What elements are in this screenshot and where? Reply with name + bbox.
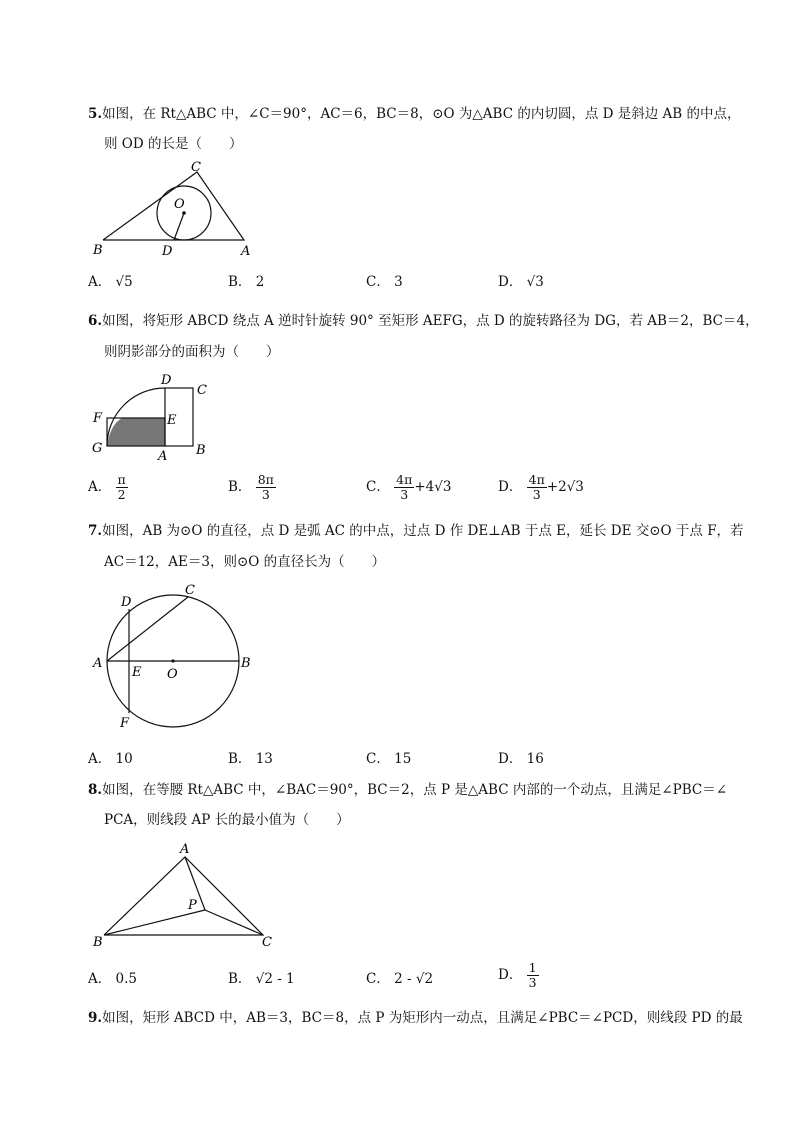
q8-label-c: C [262,935,272,950]
q7-option-a-key: A． [88,751,112,767]
q8-option-c[interactable] [366,967,433,987]
q8-option-d-fraction [527,961,539,990]
q5-text-line1: 如图，在 Rt△ABC 中，∠C＝90°，AC＝6，BC＝8，⊙O 为△ABC 的内切圆，点 D 是斜边 AB 的中点， [102,106,741,122]
q6-option-c-tail: +4√3 [414,479,452,495]
q7-label-e: E [132,665,142,680]
q7-option-b-text: 13 [255,751,273,767]
q8-option-b-key: B． [228,971,252,987]
q5-text-line2: 则 OD 的长是（ ） [104,136,243,152]
q5-option-c-key: C． [366,274,390,290]
q5-label-c: C [191,160,201,175]
q8-label-p: P [188,898,197,913]
q8-option-a[interactable] [88,967,137,987]
q7-label-c: C [185,583,195,598]
q9-stem-line1 [88,1006,743,1026]
q8-label-a: A [180,842,190,857]
q5-option-d-key: D． [498,274,523,290]
q8-label-b: B [93,935,103,950]
q7-option-c-text: 15 [394,751,412,767]
q8-option-c-text: 2 - √2 [394,971,434,987]
q6-label-c: C [197,383,207,398]
q6-label-b: B [196,443,206,458]
q8-option-c-key: C． [366,971,390,987]
q8-option-d-numerator: 1 [528,960,537,975]
q6-option-d-denominator: 3 [532,487,541,502]
q5-option-b-text: 2 [255,274,265,290]
q5-label-d: D [162,244,173,259]
q7-option-b-key: B． [228,751,252,767]
q6-label-a: A [158,449,168,464]
q7-label-d: D [121,595,132,610]
q5-option-a-key: A． [88,274,112,290]
q6-option-a-key: A． [88,479,112,495]
q6-text-line2: 则阴影部分的面积为（ ） [104,344,280,360]
q7-number: 7. [88,523,103,539]
q9-text-line1: 如图，矩形 ABCD 中，AB＝3，BC＝8，点 P 为矩形内一动点，且满足∠PBC＝∠PCD，则线段 PD 的最 [102,1010,743,1026]
q8-text-line2: PCA，则线段 AP 长的最小值为（ ） [104,812,350,828]
q6-option-b-denominator: 3 [261,487,270,502]
q8-option-b-text: √2 - 1 [255,971,295,987]
q7-label-o: O [167,667,178,682]
q7-option-d-text: 16 [526,751,544,767]
q7-option-a-text: 10 [115,751,133,767]
q9-number: 9. [88,1010,103,1026]
q6-label-g: G [92,441,103,456]
q5-label-o: O [174,197,185,212]
q7-label-b: B [241,656,251,671]
q6-text-line1: 如图，将矩形 ABCD 绕点 A 逆时针旋转 90° 至矩形 AEFG，点 D 的旋转路径为 DG，若 AB＝2，BC＝4， [102,313,759,329]
q6-label-e: E [167,413,177,428]
q6-option-b-key: B． [228,479,252,495]
q8-option-d-denominator: 3 [528,975,537,990]
q7-text-line1: 如图，AB 为⊙O 的直径，点 D 是弧 AC 的中点，过点 D 作 DE⊥AB 于点 E，延长 DE 交⊙O 于点 F，若 [102,523,744,539]
q6-option-c-numerator: 4π [396,472,413,487]
q5-label-b: B [93,243,103,258]
q5-option-b-key: B． [228,274,252,290]
q6-number: 6. [88,313,103,329]
q7-option-c-key: C． [366,751,390,767]
q6-option-a-numerator: π [117,472,126,487]
q8-option-d[interactable] [498,961,539,990]
q8-option-d-key: D． [498,967,523,983]
q7-option-d-key: D． [498,751,523,767]
q6-option-d-tail: +2√3 [546,479,584,495]
q6-option-a-denominator: 2 [117,487,126,502]
q8-option-a-key: A． [88,971,112,987]
q7-text-line2: AC＝12，AE＝3，则⊙O 的直径长为（ ） [104,554,386,570]
q6-option-d-key: D． [498,479,523,495]
q5-option-c-text: 3 [394,274,403,290]
q7-label-a: A [93,656,103,671]
q8-option-a-text: 0.5 [115,971,138,987]
q6-option-d-numerator: 4π [528,472,545,487]
q5-label-a: A [241,244,251,259]
q5-option-a-text: √5 [115,274,133,290]
q6-label-d: D [161,373,172,388]
q6-option-c-denominator: 3 [400,487,409,502]
q8-option-b[interactable] [228,967,295,987]
q5-number: 5. [88,106,103,122]
q8-number: 8. [88,782,103,798]
q6-option-c-key: C． [366,479,390,495]
q5-option-d-text: √3 [526,274,544,290]
q7-label-f: F [120,716,130,731]
q6-label-f: F [93,411,103,426]
q6-option-b-numerator: 8π [257,472,274,487]
q8-text-line1: 如图，在等腰 Rt△ABC 中，∠BAC＝90°，BC＝2，点 P 是△ABC 内部的一个动点，且满足∠PBC＝∠ [102,782,728,798]
